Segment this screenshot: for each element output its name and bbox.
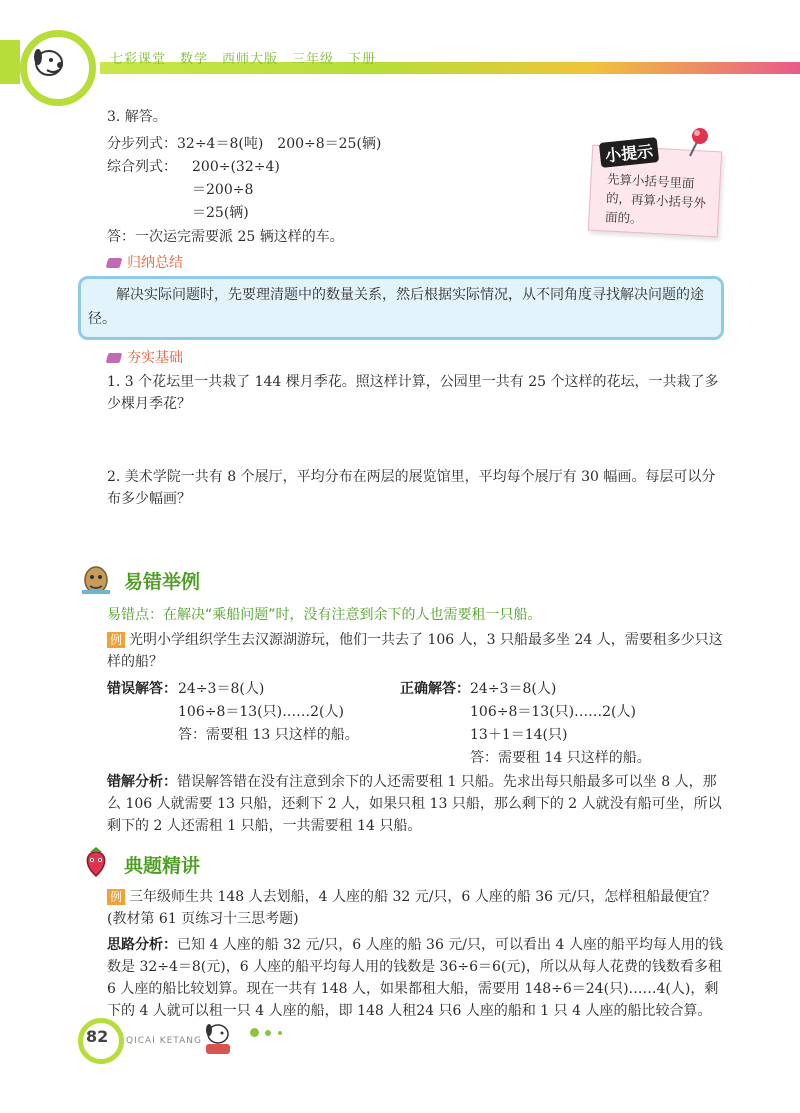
basics-heading <box>107 347 183 367</box>
classic-example-text: 三年级师生共 148 人去划船，4 人座的船 32 元/只，6 人座的船 36 元/只，怎样租船最便宜？(教材第 61 页练习十三思考题) <box>107 889 717 927</box>
decorative-dot <box>250 1028 259 1037</box>
decorative-dot <box>265 1030 271 1036</box>
analysis-label: 错解分析： <box>107 774 177 790</box>
footer-brand: QICAI KETANG <box>126 1036 202 1046</box>
example-badge: 例 <box>107 889 125 905</box>
right-line: 13＋1＝14(只) <box>470 727 568 743</box>
solution-heading: 3. 解答。 <box>107 109 167 125</box>
step-label: 分步列式： <box>107 136 177 152</box>
mistake-example-text: 光明小学组织学生去汉源湖游玩，他们一共去了 106 人，3 只船最多坐 24 人，需要租多少只这样的船？ <box>107 632 723 670</box>
mistake-point: 易错点：在解决“乘船问题”时，没有注意到余下的人也需要租一只船。 <box>107 607 542 623</box>
book-series-title: 七彩课堂 数学 西师大版 三年级 下册 <box>110 52 377 67</box>
classic-heading: 典题精讲 <box>124 855 201 877</box>
basics-question-2: 2. 美术学院一共有 8 个展厅，平均分布在两层的展览馆里，平均每个展厅有 30 幅画。每层可以分布多少幅画？ <box>107 469 716 507</box>
analysis-text: 错误解答错在没有注意到余下的人还需要租 1 只船。先求出每只船最多可以坐 8 人，那么 106 人就需要 13 只船，还剩下 2 人，如果只租 13 只船，那么剩下的 2 人就没有船可坐，所以剩下的 2 人还需租 1 只船，一共需要租 14 只船。 <box>107 774 722 834</box>
basics-heading-label: 夯实基础 <box>127 350 183 366</box>
step-expression: 32÷4＝8(吨) 200÷8＝25(辆) <box>177 136 382 152</box>
dog-mascot-footer-icon <box>198 1018 238 1058</box>
error-analysis <box>107 771 723 837</box>
decorative-dot <box>278 1031 282 1035</box>
combined-line: ＝200÷8 <box>192 182 254 198</box>
wrong-label: 错误解答： <box>107 681 177 697</box>
example-badge: 例 <box>107 632 125 648</box>
header-accent-bar <box>0 40 20 84</box>
wrong-line: 24÷3＝8(人) <box>178 681 265 697</box>
book-icon <box>106 258 123 268</box>
mistakes-heading: 易错举例 <box>124 571 201 593</box>
right-line: 答：需要租 14 只这样的船。 <box>470 750 651 766</box>
summary-heading-label: 归纳总结 <box>127 255 183 271</box>
summary-heading <box>107 252 183 272</box>
mascot-logo <box>20 30 96 106</box>
strawberry-mascot-icon <box>78 844 114 880</box>
dog-mascot-icon <box>27 37 75 85</box>
combined-line: 200÷(32÷4) <box>192 159 280 175</box>
idea-analysis <box>107 934 723 1022</box>
pushpin-icon <box>680 126 710 166</box>
tip-title: 小提示 <box>599 137 659 168</box>
right-label: 正确解答： <box>400 681 470 697</box>
idea-text: 已知 4 人座的船 32 元/只，6 人座的船 36 元/只，可以看出 4 人座的船平均每人用的钱数是 32÷4＝8(元)，6 人座的船平均每人用的钱数是 36÷6＝6(元)，所以从每人花费的钱数看多租 6 人座的船比较划算。现在一共有 148 人，如果都租大船，需要用 148÷6＝24(只)……4(人)，剩下的 4 人就可以租一只 4 人座的船，即 148 人租24 只6 人座的船和 1 只 4 人座的船比较合算。 <box>107 937 723 1019</box>
mistake-example <box>107 629 723 673</box>
combined-line: ＝25(辆) <box>192 205 249 221</box>
basics-question-1: 1. 3 个花坛里一共栽了 144 棵月季花。照这样计算，公园里一共有 25 个这样的花坛，一共栽了多少棵月季花？ <box>107 374 719 412</box>
combined-label: 综合列式： <box>107 159 177 175</box>
potato-mascot-icon <box>78 560 114 596</box>
wrong-line: 答：需要租 13 只这样的船。 <box>178 727 359 743</box>
page-number: 82 <box>86 1027 109 1046</box>
idea-label: 思路分析： <box>107 937 177 953</box>
classic-example <box>107 886 723 930</box>
step-formula <box>107 133 381 155</box>
summary-text: 解决实际问题时，先要理清题中的数量关系，然后根据实际情况，从不同角度寻找解决问题的途径。 <box>88 287 704 327</box>
solution-answer: 答：一次运完需要派 25 辆这样的车。 <box>107 229 344 245</box>
right-line: 24÷3＝8(人) <box>470 681 557 697</box>
wrong-line: 106÷8＝13(只)……2(人) <box>178 704 344 720</box>
right-line: 106÷8＝13(只)……2(人) <box>470 704 636 720</box>
book-icon <box>106 353 123 363</box>
tip-text: 先算小括号里面的，再算小括号外面的。 <box>604 171 707 227</box>
